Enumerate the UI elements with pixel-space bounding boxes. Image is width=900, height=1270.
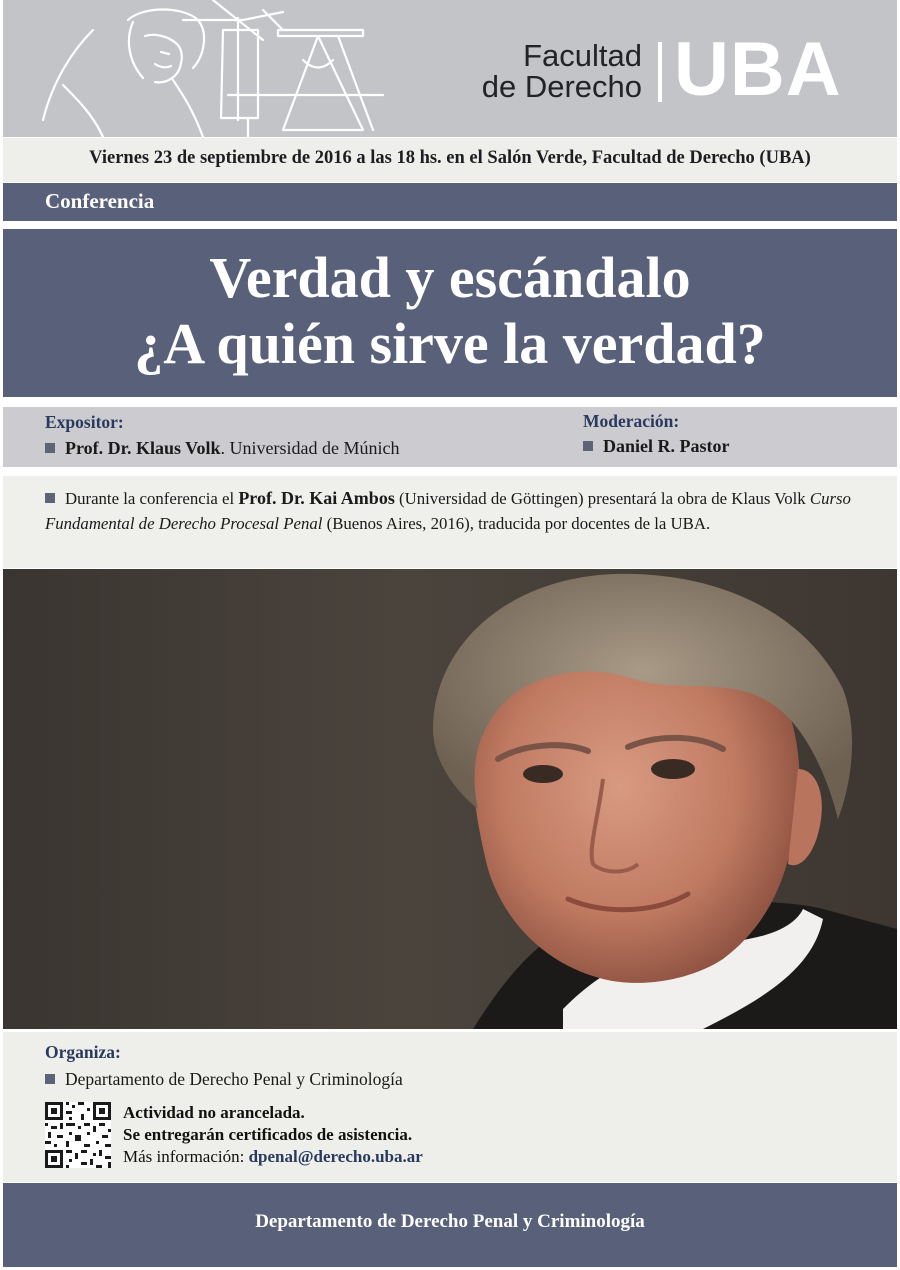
event-dateline	[3, 138, 897, 182]
more-info-line	[123, 1146, 423, 1168]
organiza-label: Organiza:	[45, 1042, 121, 1062]
expositor-label: Expositor:	[45, 412, 124, 432]
bullet-square-icon	[45, 443, 55, 453]
speakers-panel	[3, 407, 897, 467]
description-part-3: (Buenos Aires, 2016), traducida por docentes de la UBA.	[322, 514, 711, 533]
free-activity-note: Actividad no arancelada.	[123, 1103, 305, 1122]
moderator-name: Daniel R. Pastor	[603, 436, 730, 456]
category-label: Conferencia	[45, 189, 155, 213]
certificates-note: Se entregarán certificados de asistencia.	[123, 1125, 413, 1144]
faculty-line-2: de Derecho	[481, 69, 642, 104]
contact-email-link[interactable]: dpenal@derecho.uba.ar	[248, 1147, 423, 1166]
description-part-1: Durante la conferencia el	[65, 489, 239, 508]
bullet-square-icon	[45, 1074, 55, 1084]
title-line-2: ¿A quién sirve la verdad?	[134, 311, 766, 376]
portrait-image	[3, 569, 897, 1029]
wordmark-divider	[658, 42, 662, 102]
speaker-photo	[3, 569, 897, 1029]
faculty-line-1: Facultad	[523, 38, 642, 73]
category-bar	[3, 183, 897, 221]
bullet-square-icon	[583, 441, 593, 451]
moderacion-label: Moderación:	[583, 411, 680, 431]
organizer-info	[123, 1102, 423, 1168]
expositor-entry	[45, 438, 400, 459]
expositor-name: Prof. Dr. Klaus Volk	[65, 438, 221, 458]
header-banner	[3, 0, 897, 137]
description-part-2: (Universidad de Göttingen) presentará la obra de Klaus Volk	[394, 489, 810, 508]
moderacion-entry	[583, 436, 729, 457]
uba-brand: UBA	[674, 27, 842, 112]
footer-text: Departamento de Derecho Penal y Criminología	[255, 1211, 645, 1232]
qr-code-icon[interactable]	[45, 1102, 111, 1168]
presenter-name: Prof. Dr. Kai Ambos	[238, 488, 395, 508]
more-info-label: Más información:	[123, 1147, 249, 1166]
title-line-1: Verdad y escándalo	[209, 245, 691, 310]
expositor-affiliation: . Universidad de Múnich	[220, 438, 400, 458]
bullet-square-icon	[45, 493, 55, 503]
dateline-text: Viernes 23 de septiembre de 2016 a las 18 hs. en el Salón Verde, Facultad de Derecho (UBA)	[89, 148, 811, 168]
organizer-department: Departamento de Derecho Penal y Criminología	[65, 1069, 403, 1089]
title-block	[3, 229, 897, 397]
book-title: Curso Fundamental de Derecho Procesal Penal	[45, 489, 851, 533]
organizer-entry	[45, 1069, 403, 1090]
description-panel	[3, 476, 897, 568]
faculty-wordmark	[482, 40, 642, 102]
description-text	[45, 486, 870, 536]
footer-banner	[3, 1183, 897, 1267]
justice-statue-logo	[33, 0, 413, 137]
organizer-panel	[3, 1032, 897, 1182]
